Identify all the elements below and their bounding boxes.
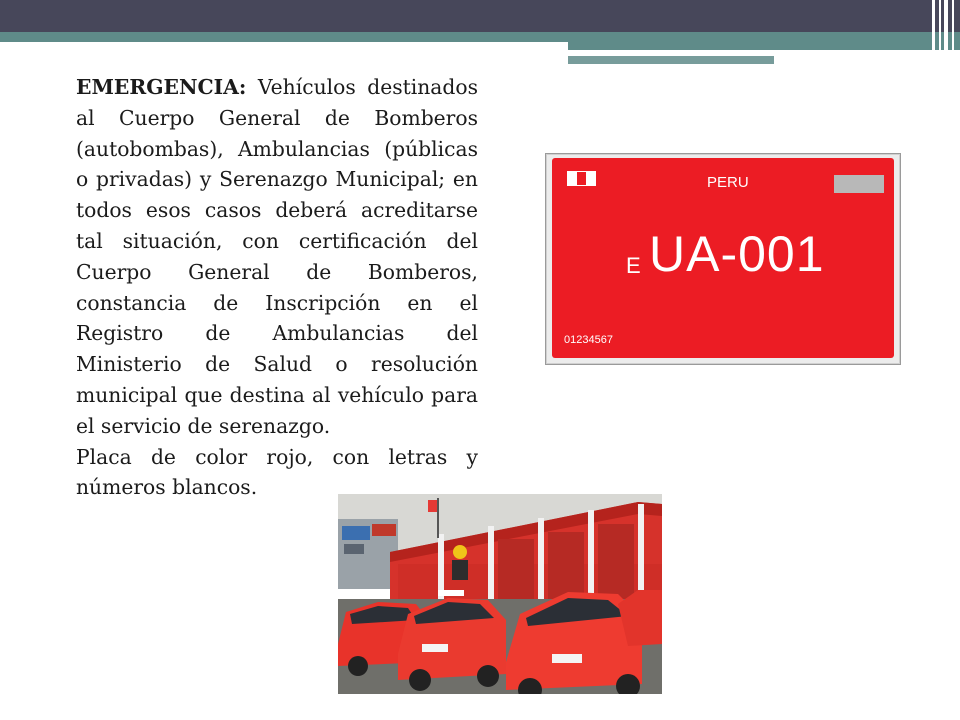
header-accent-extension: [568, 42, 960, 50]
license-plate: [552, 158, 894, 358]
header-corner-stripes: [930, 0, 960, 64]
paragraph-emergencia-body: Vehículos destinados al Cuerpo General de Bomberos (autobombas), Ambulancias (públicas o privadas) y Serenazgo Municipal; en todos esos casos deberá acreditarse tal situación, con certificación del Cuerpo General de Bomberos, constancia de Inscripción en el Registro de Ambulancias del Ministerio de Salud o resolución municipal que destina al vehículo para el servicio de serenazgo.: [76, 75, 478, 438]
header-accent-extension-lower: [568, 56, 774, 64]
plate-serial: 01234567: [564, 334, 613, 346]
header-accent-bar: [0, 32, 960, 42]
plate-number: UA-001: [649, 226, 825, 282]
peru-flag-icon: [567, 171, 596, 186]
header-bar: [0, 0, 960, 32]
plate-prefix: E: [626, 253, 641, 278]
heading-emergencia: EMERGENCIA:: [76, 75, 247, 99]
header-divider-line: [568, 50, 888, 53]
fire-station-vehicles-photo: [338, 494, 662, 694]
plate-country: PERU: [707, 174, 749, 191]
plate-sticker: [834, 175, 884, 193]
paragraph-emergencia: [76, 72, 478, 442]
slide-body-text: [76, 72, 478, 503]
paragraph-placa: Placa de color rojo, con letras y números blancos.: [76, 444, 478, 500]
